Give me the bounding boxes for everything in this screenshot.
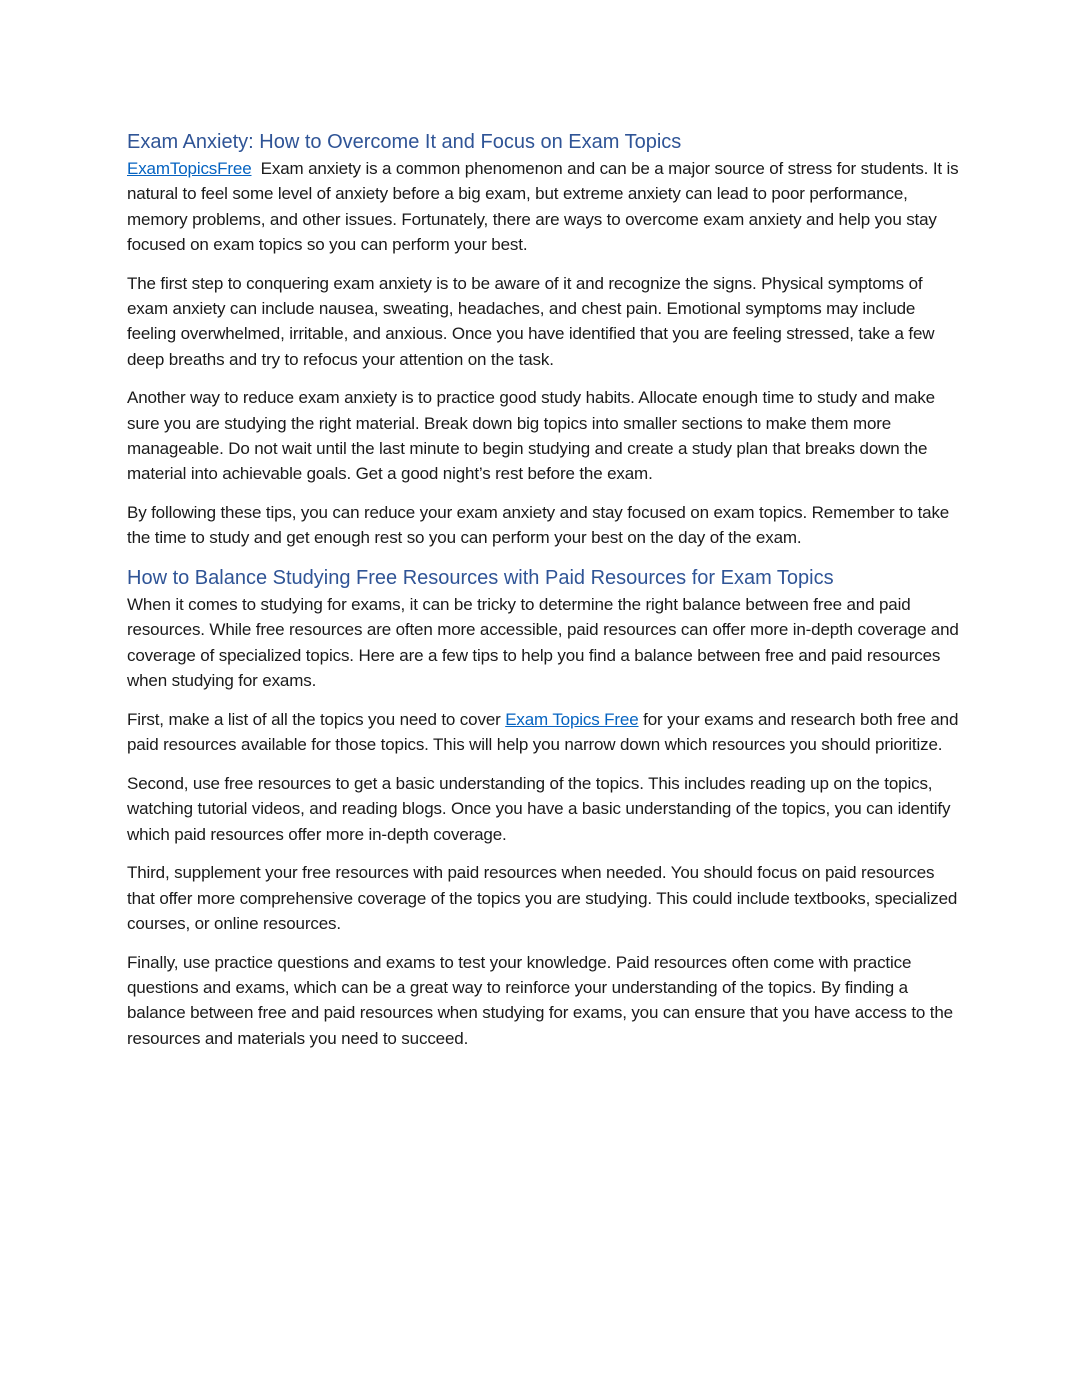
exam-topics-free-inline-link[interactable]: Exam Topics Free	[505, 709, 639, 729]
document-page	[127, 128, 959, 1064]
paragraph	[127, 707, 959, 758]
paragraph-text: for your exams and research both free and paid resources available for those topics. This will help you narrow down which resources you should prioritize.	[127, 709, 959, 755]
paragraph	[127, 156, 959, 257]
paragraph: Second, use free resources to get a basic understanding of the topics. This includes reading up on the topics, watching tutorial videos, and reading blogs. Once you have a basic understanding of the topics, you can identify which paid resources offer more in-depth coverage.	[127, 773, 951, 844]
paragraph: When it comes to studying for exams, it can be tricky to determine the right balance between free and paid resources. While free resources are often more accessible, paid resources can offer more in-depth coverage and coverage of specialized topics. Here are a few tips to help you find a balance between free and paid resources when studying for exams.	[127, 595, 959, 691]
paragraph: The first step to conquering exam anxiety is to be aware of it and recognize the signs. Physical symptoms of exam anxiety can include nausea, sweating, headaches, and chest pain. Emotional symptoms may include feeling overwhelmed, irritable, and anxious. Once you have identified that you are feeling stressed, take a few deep breaths and try to refocus your attention on the task.	[127, 273, 935, 369]
paragraph: Third, supplement your free resources with paid resources when needed. You should focus on paid resources that offer more comprehensive coverage of the topics you are studying. This could include textbooks, specialized courses, or online resources.	[127, 863, 958, 933]
section-heading-exam-anxiety: Exam Anxiety: How to Overcome It and Focus on Exam Topics	[127, 131, 682, 153]
exam-topics-free-link[interactable]: ExamTopicsFree	[127, 159, 252, 178]
paragraph: By following these tips, you can reduce your exam anxiety and stay focused on exam topics. Remember to take the time to study and get enough rest so you can perform your best on the day of the exam.	[127, 503, 950, 548]
paragraph-text: Exam anxiety is a common phenomenon and can be a major source of stress for students. It is natural to feel some level of anxiety before a big exam, but extreme anxiety can lead to poor performance, memory problems, and other issues. Fortunately, there are ways to overcome exam anxiety and help you stay focused on exam topics so you can perform your best.	[127, 159, 959, 254]
paragraph: Finally, use practice questions and exams to test your knowledge. Paid resources often come with practice questions and exams, which can be a great way to reinforce your understanding of the topics. By finding a balance between free and paid resources when studying for exams, you can ensure that you have access to the resources and materials you need to succeed.	[127, 952, 953, 1048]
paragraph-text: First, make a list of all the topics you need to cover	[127, 709, 506, 729]
section-heading-balance-resources: How to Balance Studying Free Resources with Paid Resources for Exam Topics	[127, 567, 834, 590]
paragraph: Another way to reduce exam anxiety is to practice good study habits. Allocate enough time to study and make sure you are studying the right material. Break down big topics into smaller sections to make them more manageable. Do not wait until the last minute to begin studying and create a study plan that breaks down the material into achievable goals. Get a good night’s rest before the exam.	[127, 388, 935, 484]
